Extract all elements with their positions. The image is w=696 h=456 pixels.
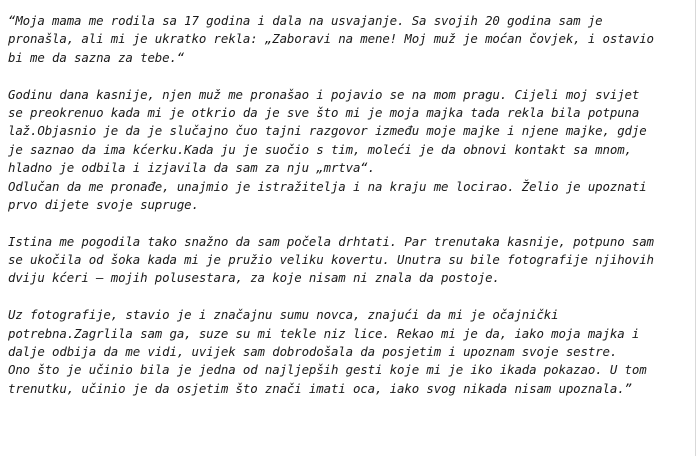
- text-line: dviju kćeri – mojih polusestara, za koje nisam ni znala da postoje.: [8, 270, 500, 286]
- text-line: se preokrenuo kada mi je otkrio da je sve što mi je moja majka tada rekla bila potpuna: [8, 104, 640, 120]
- document-body: [8, 0, 694, 456]
- text-line: Istina me pogodila tako snažno da sam počela drhtati. Par trenutaka kasnije, potpuno sam: [8, 233, 654, 249]
- text-line: je saznao da ima kćerku.Kada ju je suočio s tim, moleći je da obnovi kontakt sa mnom,: [8, 141, 632, 157]
- paragraph-1: [8, 12, 694, 67]
- text-line: hladno je odbila i izjavila da sam za nju „mrtva“.: [8, 160, 375, 176]
- text-line: “Moja mama me rodila sa 17 godina i dala na usvajanje. Sa svojih 20 godina sam je: [8, 13, 603, 28]
- paragraph-gap: [8, 214, 694, 232]
- text-line: Godinu dana kasnije, njen muž me pronašao i pojavio se na mom pragu. Cijeli moj svijet: [8, 86, 640, 102]
- text-line: dalje odbija da me vidi, uvijek sam dobrodošala da posjetim i upoznam svoje sestre.: [8, 344, 618, 360]
- text-line: se ukočila od šoka kada mi je pružio veliku kovertu. Unutra su bile fotografije njihovih: [8, 252, 654, 268]
- text-line: Uz fotografije, stavio je i značajnu sumu novca, znajući da mi je očajnički: [8, 307, 559, 323]
- text-line: laž.Objasnio je da je slučajno čuo tajni razgovor između moje majke i njene majke, gdje: [8, 123, 647, 139]
- text-line: bi me da sazna za tebe.“: [8, 49, 185, 65]
- text-line: pronašla, ali mi je ukratko rekla: „Zaboravi na mene! Moj muž je moćan čovjek, i ostavio: [8, 31, 654, 47]
- paragraph-gap: [8, 67, 694, 85]
- top-padding: [8, 0, 694, 12]
- paragraph-2: [8, 86, 694, 215]
- text-line: prvo dijete svoje supruge.: [8, 196, 199, 212]
- text-line: Odlučan da me pronađe, unajmio je istražitelja i na kraju me locirao. Želio je upoznati: [8, 178, 647, 194]
- paragraph-gap: [8, 288, 694, 306]
- paragraph-4: [8, 306, 694, 398]
- paragraph-3: [8, 233, 694, 288]
- text-line: Ono što je učinio bila je jedna od najljepših gesti koje mi je iko ikada pokazao. U tom: [8, 362, 647, 378]
- text-line: trenutku, učinio je da osjetim što znači imati oca, iako svog nikada nisam upoznala.”: [8, 380, 632, 396]
- text-line: potrebna.Zagrlila sam ga, suze su mi tekle niz lice. Rekao mi je da, iako moja majka i: [8, 325, 640, 341]
